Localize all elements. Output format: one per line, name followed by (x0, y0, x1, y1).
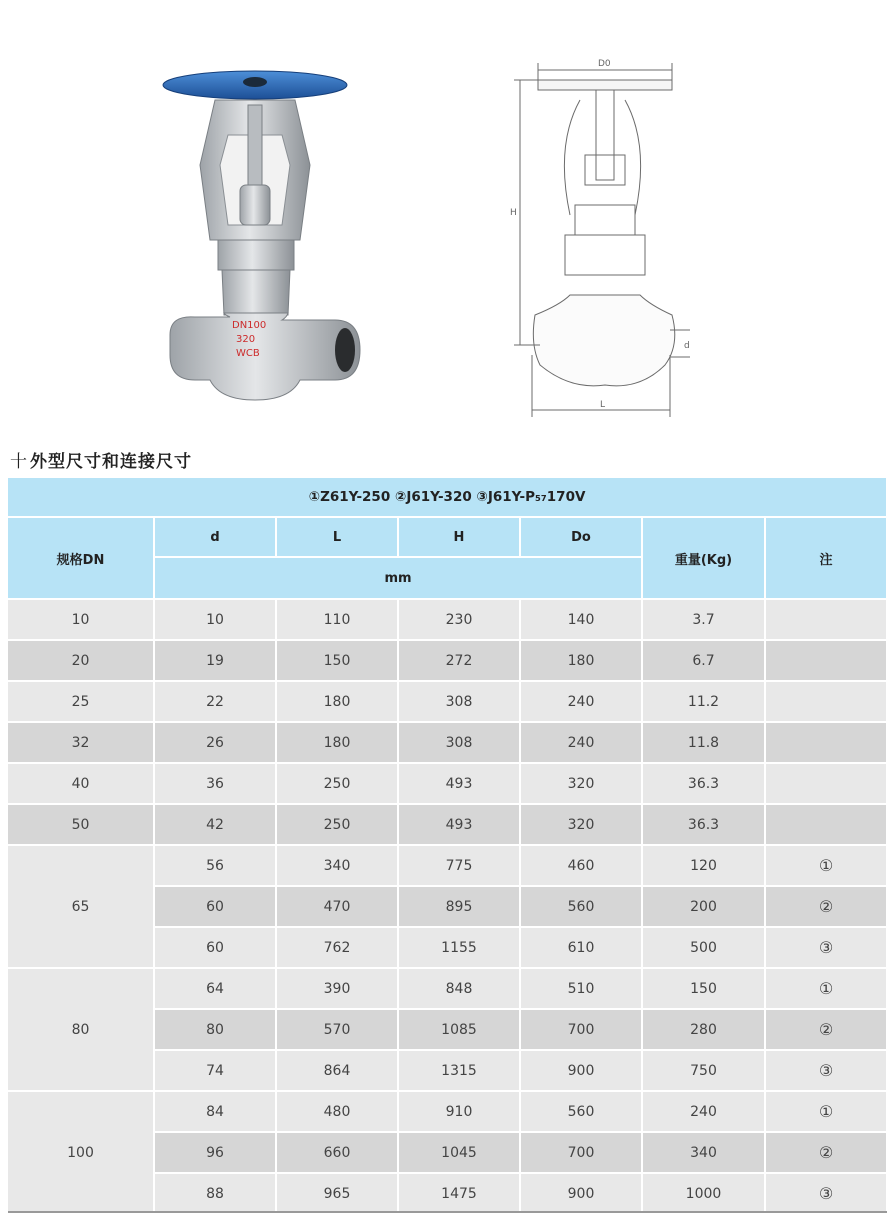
cell-L: 470 (276, 886, 398, 927)
cell-Do: 240 (520, 681, 642, 722)
cell-L: 660 (276, 1132, 398, 1173)
cell-w: 1000 (642, 1173, 765, 1214)
cell-w: 500 (642, 927, 765, 968)
cell-dn: 25 (8, 681, 154, 722)
cell-L: 180 (276, 722, 398, 763)
cell-note: ② (765, 1132, 887, 1173)
cell-H: 1085 (398, 1009, 520, 1050)
cell-d: 60 (154, 886, 276, 927)
cell-L: 480 (276, 1091, 398, 1132)
cell-d: 56 (154, 845, 276, 886)
cell-H: 308 (398, 681, 520, 722)
valve-photo (150, 65, 380, 415)
cell-dn: 80 (8, 968, 154, 1091)
cell-H: 848 (398, 968, 520, 1009)
cell-note: ① (765, 968, 887, 1009)
cell-L: 110 (276, 599, 398, 640)
svg-text:DN100: DN100 (232, 320, 267, 331)
cell-L: 864 (276, 1050, 398, 1091)
section-title (10, 447, 192, 472)
cell-w: 240 (642, 1091, 765, 1132)
cell-w: 11.2 (642, 681, 765, 722)
cell-d: 88 (154, 1173, 276, 1214)
cell-note: ③ (765, 1173, 887, 1214)
cell-d: 36 (154, 763, 276, 804)
cell-d: 64 (154, 968, 276, 1009)
cell-w: 200 (642, 886, 765, 927)
cell-dn: 50 (8, 804, 154, 845)
header-weight: 重量(Kg) (642, 517, 765, 599)
cell-L: 762 (276, 927, 398, 968)
cell-note (765, 599, 887, 640)
cell-Do: 140 (520, 599, 642, 640)
cell-H: 910 (398, 1091, 520, 1132)
cell-d: 26 (154, 722, 276, 763)
section-prefix: 十 (10, 452, 28, 472)
cell-H: 493 (398, 804, 520, 845)
svg-text:d: d (684, 341, 690, 351)
cell-w: 280 (642, 1009, 765, 1050)
cell-note (765, 804, 887, 845)
cell-d: 22 (154, 681, 276, 722)
table-row (8, 599, 887, 640)
cell-Do: 700 (520, 1009, 642, 1050)
cell-note: ② (765, 1009, 887, 1050)
cell-Do: 700 (520, 1132, 642, 1173)
cell-dn: 100 (8, 1091, 154, 1214)
table-row (8, 763, 887, 804)
header-Do: Do (520, 517, 642, 557)
section-title-text: 外型尺寸和连接尺寸 (30, 452, 192, 472)
cell-w: 36.3 (642, 763, 765, 804)
cell-Do: 460 (520, 845, 642, 886)
cell-note: ③ (765, 927, 887, 968)
table-row (8, 845, 887, 886)
header-unit: mm (154, 557, 642, 599)
cell-dn: 65 (8, 845, 154, 968)
cell-L: 340 (276, 845, 398, 886)
cell-d: 19 (154, 640, 276, 681)
cell-H: 1045 (398, 1132, 520, 1173)
cell-Do: 180 (520, 640, 642, 681)
cell-H: 1475 (398, 1173, 520, 1214)
cell-dn: 10 (8, 599, 154, 640)
cell-d: 42 (154, 804, 276, 845)
cell-Do: 320 (520, 804, 642, 845)
cell-L: 250 (276, 763, 398, 804)
table-row (8, 722, 887, 763)
cell-H: 1315 (398, 1050, 520, 1091)
cell-w: 150 (642, 968, 765, 1009)
cell-w: 6.7 (642, 640, 765, 681)
table-row (8, 1091, 887, 1132)
cell-d: 60 (154, 927, 276, 968)
header-note: 注 (765, 517, 887, 599)
cell-d: 10 (154, 599, 276, 640)
cell-d: 80 (154, 1009, 276, 1050)
header-H: H (398, 517, 520, 557)
cell-L: 570 (276, 1009, 398, 1050)
cell-L: 250 (276, 804, 398, 845)
cell-Do: 560 (520, 886, 642, 927)
cell-H: 230 (398, 599, 520, 640)
cell-H: 493 (398, 763, 520, 804)
cell-L: 180 (276, 681, 398, 722)
svg-text:D0: D0 (598, 59, 611, 69)
cell-w: 120 (642, 845, 765, 886)
cell-H: 272 (398, 640, 520, 681)
header-dn: 规格DN (8, 517, 154, 599)
cell-H: 895 (398, 886, 520, 927)
cell-d: 84 (154, 1091, 276, 1132)
cell-Do: 900 (520, 1173, 642, 1214)
cell-note: ③ (765, 1050, 887, 1091)
svg-text:320: 320 (236, 334, 256, 345)
cell-note (765, 681, 887, 722)
cell-H: 775 (398, 845, 520, 886)
cell-note (765, 722, 887, 763)
cell-Do: 320 (520, 763, 642, 804)
table-row (8, 968, 887, 1009)
cell-w: 3.7 (642, 599, 765, 640)
cell-d: 74 (154, 1050, 276, 1091)
cell-dn: 20 (8, 640, 154, 681)
cell-w: 11.8 (642, 722, 765, 763)
cell-Do: 610 (520, 927, 642, 968)
header-d: d (154, 517, 276, 557)
table-bottom-rule (8, 1211, 887, 1213)
cell-w: 750 (642, 1050, 765, 1091)
cell-dn: 40 (8, 763, 154, 804)
cell-dn: 32 (8, 722, 154, 763)
cell-H: 1155 (398, 927, 520, 968)
table-row (8, 640, 887, 681)
table-row (8, 804, 887, 845)
cell-Do: 510 (520, 968, 642, 1009)
valve-dimension-drawing (500, 55, 720, 425)
table-row (8, 681, 887, 722)
cell-note (765, 763, 887, 804)
cell-note: ① (765, 1091, 887, 1132)
cell-H: 308 (398, 722, 520, 763)
header-L: L (276, 517, 398, 557)
cell-note: ① (765, 845, 887, 886)
cell-Do: 900 (520, 1050, 642, 1091)
cell-note: ② (765, 886, 887, 927)
dimension-table (8, 478, 888, 1215)
model-line: ①Z61Y-250 ②J61Y-320 ③J61Y-P₅₇170V (8, 478, 887, 517)
cell-note (765, 640, 887, 681)
svg-text:L: L (600, 400, 606, 410)
cell-L: 150 (276, 640, 398, 681)
cell-L: 965 (276, 1173, 398, 1214)
cell-Do: 240 (520, 722, 642, 763)
cell-w: 340 (642, 1132, 765, 1173)
cell-d: 96 (154, 1132, 276, 1173)
cell-Do: 560 (520, 1091, 642, 1132)
cell-L: 390 (276, 968, 398, 1009)
svg-text:WCB: WCB (236, 348, 260, 359)
cell-w: 36.3 (642, 804, 765, 845)
svg-text:H: H (510, 208, 517, 218)
